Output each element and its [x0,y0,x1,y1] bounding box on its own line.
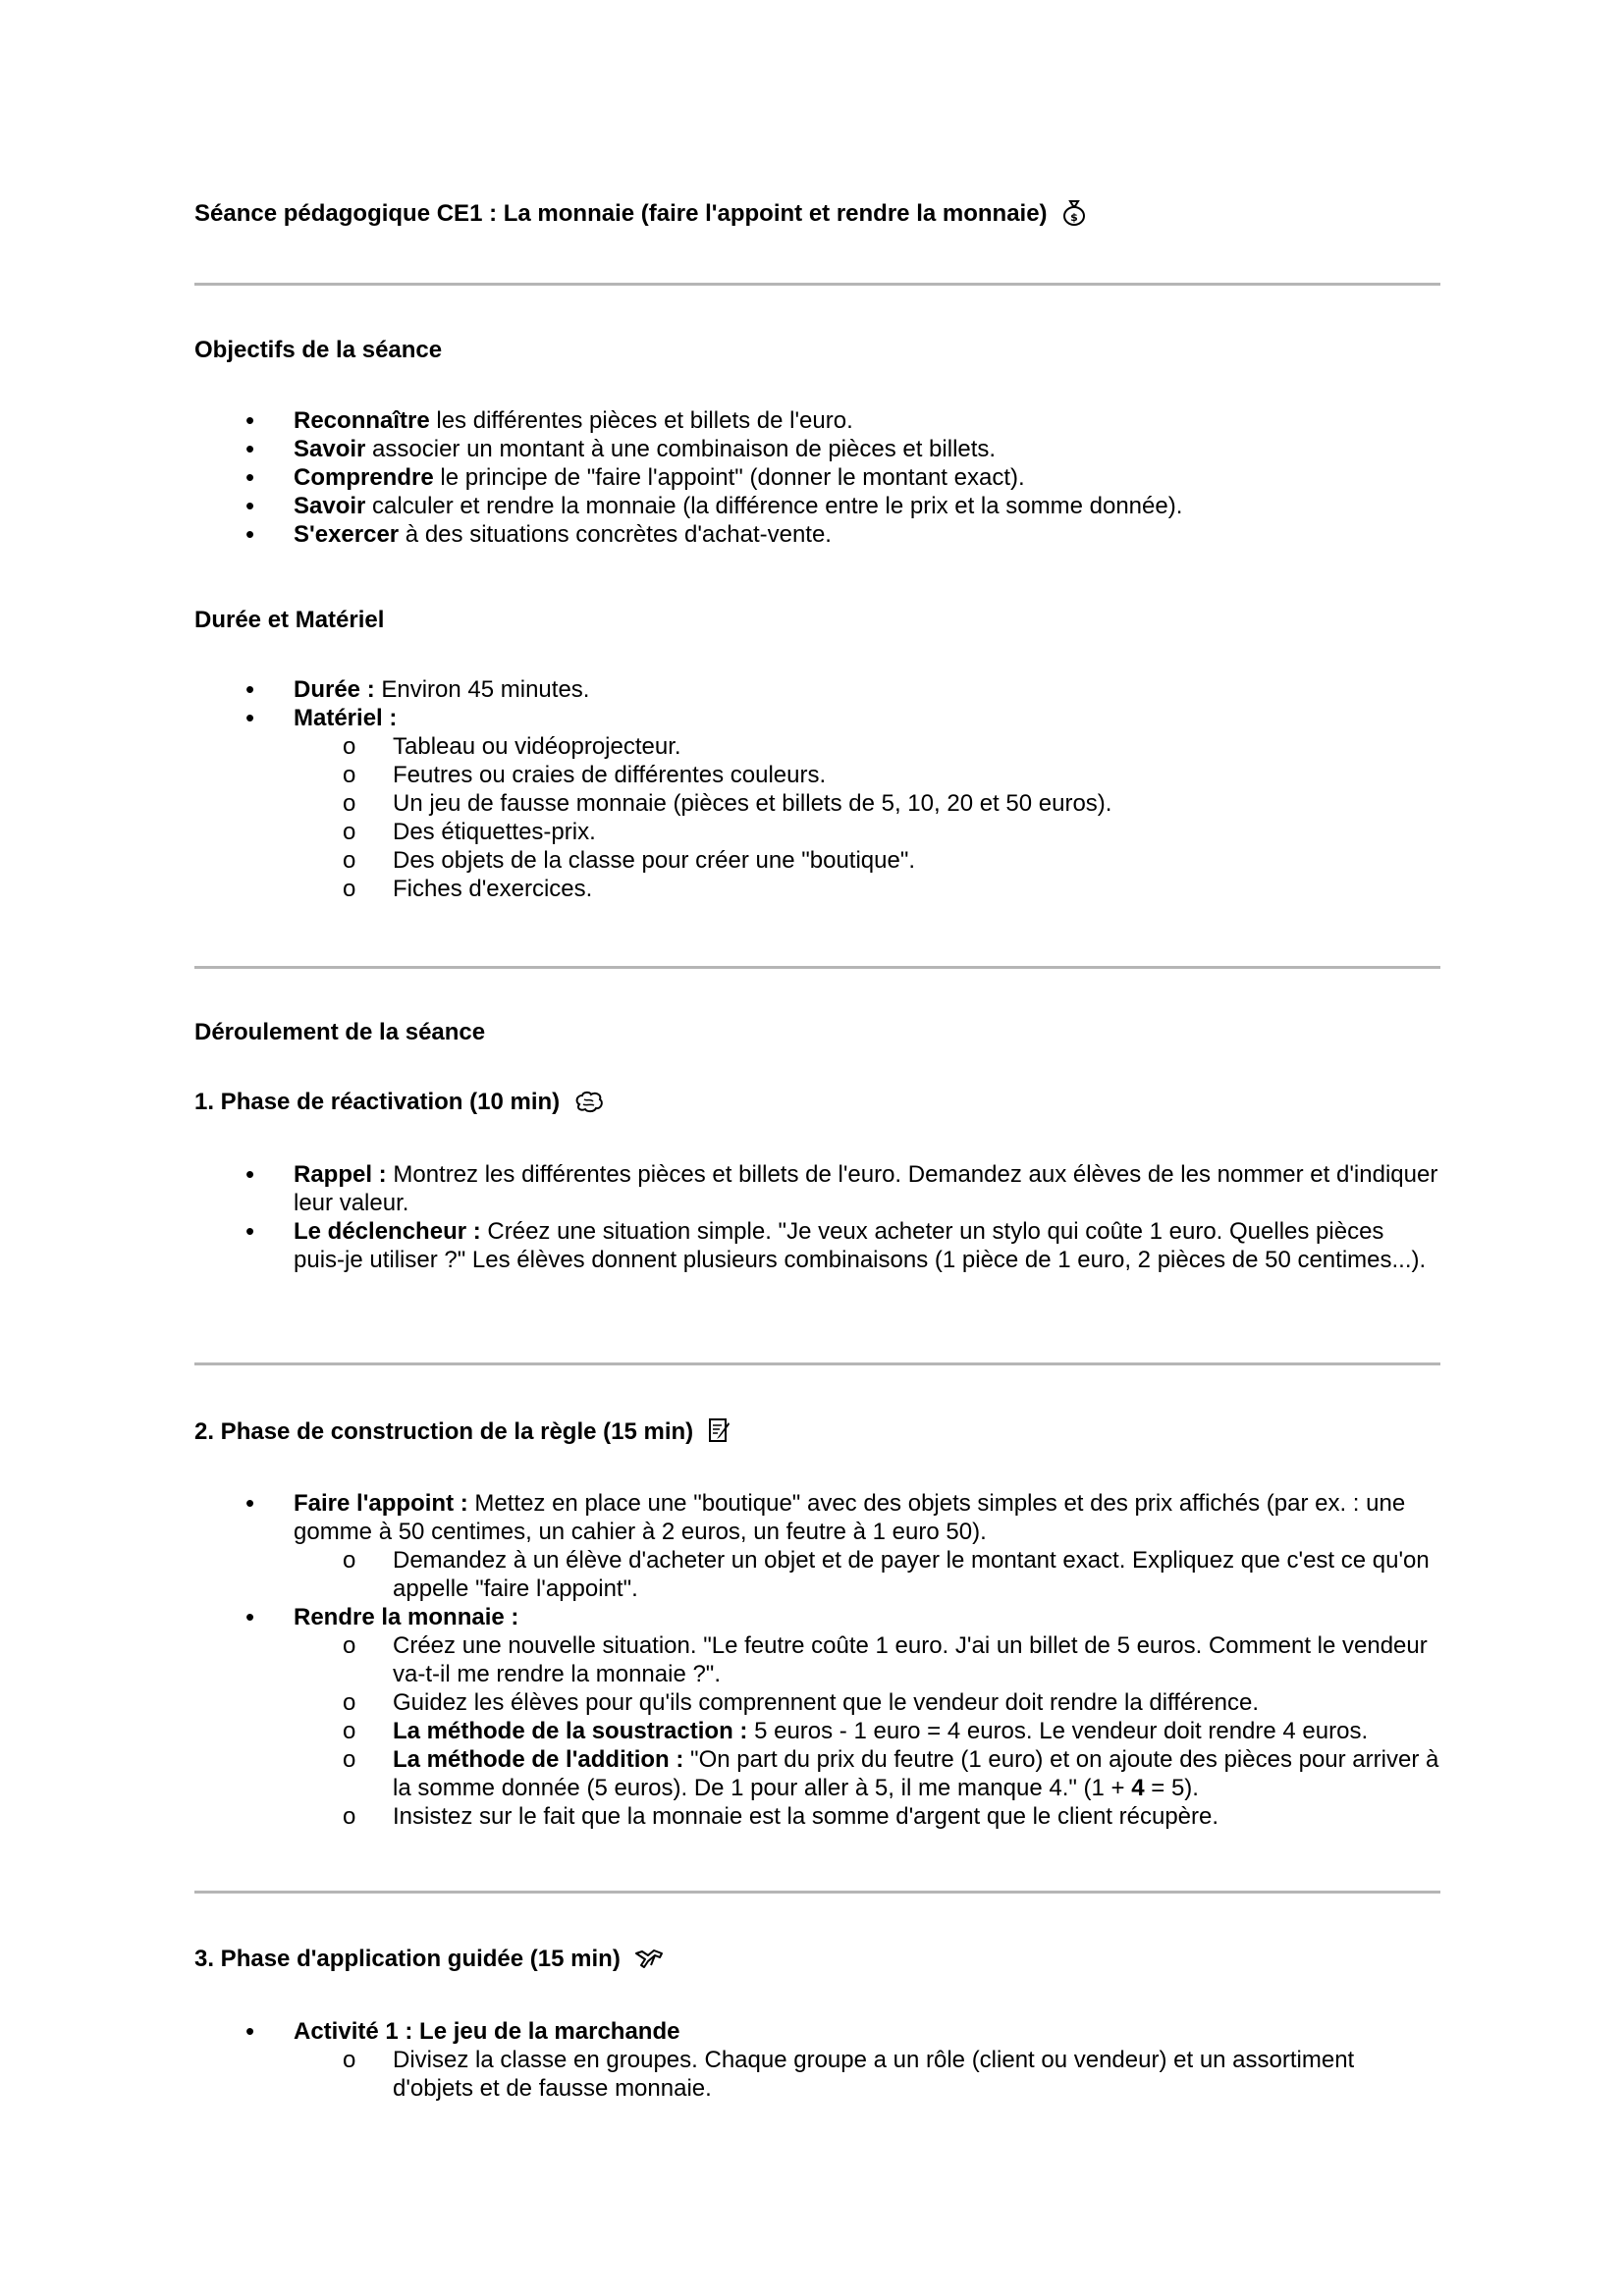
activity-sublist [294,2046,1440,2103]
deroulement-heading: Déroulement de la séance [194,1019,486,1045]
list-item: • Rappel : Montrez les différentes pièces et billets de l'euro. Demandez aux élèves de les nommer et d'indiquer leur valeur. [194,1160,1440,1217]
sublist-item: o Guidez les élèves pour qu'ils comprennent que le vendeur doit rendre la différence. [294,1688,1440,1717]
duration-list [194,675,1440,903]
list-item: • Durée : Environ 45 minutes. [194,675,1440,704]
appoint-sublist [294,1546,1440,1603]
materials-sublist [294,732,1440,903]
phase3-list [194,2017,1440,2103]
sublist-item: o Un jeu de fausse monnaie (pièces et billets de 5, 10, 20 et 50 euros). [294,789,1440,818]
divider [194,1891,1440,1894]
rendre-sublist [294,1631,1440,1831]
sublist-item: o La méthode de la soustraction : 5 euros - 1 euro = 4 euros. Le vendeur doit rendre 4 euros. [294,1717,1440,1745]
list-item: • Faire l'appoint : Mettez en place une "boutique" avec des objets simples et des prix affichés (par ex. : une gomme à 50 centimes, un cahier à 2 euros, un feutre à 1 euro 50). o Demandez à un élève d'acheter un objet et de payer le montant exact. Expliquez que c'est ce qu'on appelle "faire l'appoint". [194,1489,1440,1603]
sublist-item: o Insistez sur le fait que la monnaie est la somme d'argent que le client récupère. [294,1802,1440,1831]
list-item: • Reconnaître les différentes pièces et billets de l'euro. [194,406,1440,435]
phase1-heading: 1. Phase de réactivation (10 min) [194,1088,604,1121]
divider [194,966,1440,969]
objectives-list [194,406,1440,549]
sublist-item: o Des objets de la classe pour créer une "boutique". [294,846,1440,875]
svg-text:$: $ [1070,211,1079,224]
list-item: • Le déclencheur : Créez une situation simple. "Je veux acheter un stylo qui coûte 1 euro. Quelles pièces puis-je utiliser ?" Les élèves donnent plusieurs combinaisons (1 pièce de 1 euro, 2 pièces de 50 centimes...). [194,1217,1440,1274]
memo-icon [708,1416,731,1451]
phase3-heading: 3. Phase d'application guidée (15 min) [194,1945,664,1978]
sublist-item: o Tableau ou vidéoprojecteur. [294,732,1440,761]
divider [194,1362,1440,1365]
sublist-item: o Divisez la classe en groupes. Chaque groupe a un rôle (client ou vendeur) et un assortiment d'objets et de fausse monnaie. [294,2046,1440,2103]
list-item: • Rendre la monnaie : o Créez une nouvelle situation. "Le feutre coûte 1 euro. J'ai un billet de 5 euros. Comment le vendeur va-t-il me rendre la monnaie ?". o Guidez les élèves pour qu'ils comprennent que le vendeur doit rendre la différence. o La méthode de la soustraction : 5 euros - 1 euro = 4 euros. Le vendeur doit rendre 4 euros. o La méthode de l'addition : "On part du prix du feutre (1 euro) et on ajoute des pièces pour arriver à la somme donnée (5 euros). De 1 pour aller à 5, il me manque 4." (1 + 4 = 5). o Insistez sur le fait que la monnaie est la somme d'argent que le client récupère. [194,1603,1440,1831]
sublist-item: o La méthode de l'addition : "On part du prix du feutre (1 euro) et on ajoute des pièces pour arriver à la somme donnée (5 euros). De 1 pour aller à 5, il me manque 4." (1 + 4 = 5). [294,1745,1440,1802]
handshake-icon [634,1946,664,1978]
sublist-item: o Des étiquettes-prix. [294,818,1440,846]
list-item: • Comprendre le principe de "faire l'appoint" (donner le montant exact). [194,463,1440,492]
list-item: • Activité 1 : Le jeu de la marchande o Divisez la classe en groupes. Chaque groupe a un rôle (client ou vendeur) et un assortiment d'objets et de fausse monnaie. [194,2017,1440,2103]
sublist-item: o Feutres ou craies de différentes couleurs. [294,761,1440,789]
list-item: • Savoir associer un montant à une combinaison de pièces et billets. [194,435,1440,463]
list-item: • S'exercer à des situations concrètes d'achat-vente. [194,520,1440,549]
sublist-item: o Fiches d'exercices. [294,875,1440,903]
list-item: • Savoir calculer et rendre la monnaie (la différence entre le prix et la somme donnée). [194,492,1440,520]
objectives-heading: Objectifs de la séance [194,337,443,363]
phase2-list [194,1489,1440,1831]
page-title [194,198,1087,233]
phase2-heading: 2. Phase de construction de la règle (15 min) [194,1416,731,1451]
page-title-text: Séance pédagogique CE1 : La monnaie (faire l'appoint et rendre la monnaie) [194,200,1048,227]
money-bag-icon [1061,198,1087,233]
list-item: • Matériel : o Tableau ou vidéoprojecteur. o Feutres ou craies de différentes couleurs. o Un jeu de fausse monnaie (pièces et billets de 5, 10, 20 et 50 euros). o Des étiquettes-prix. o Des objets de la classe pour créer une "boutique". o Fiches d'exercices. [194,704,1440,903]
divider [194,283,1440,286]
duration-heading: Durée et Matériel [194,607,385,633]
sublist-item: o Créez une nouvelle situation. "Le feutre coûte 1 euro. J'ai un billet de 5 euros. Comment le vendeur va-t-il me rendre la monnaie ?". [294,1631,1440,1688]
brain-icon [574,1091,604,1121]
sublist-item: o Demandez à un élève d'acheter un objet et de payer le montant exact. Expliquez que c'est ce qu'on appelle "faire l'appoint". [294,1546,1440,1603]
phase1-list [194,1160,1440,1274]
